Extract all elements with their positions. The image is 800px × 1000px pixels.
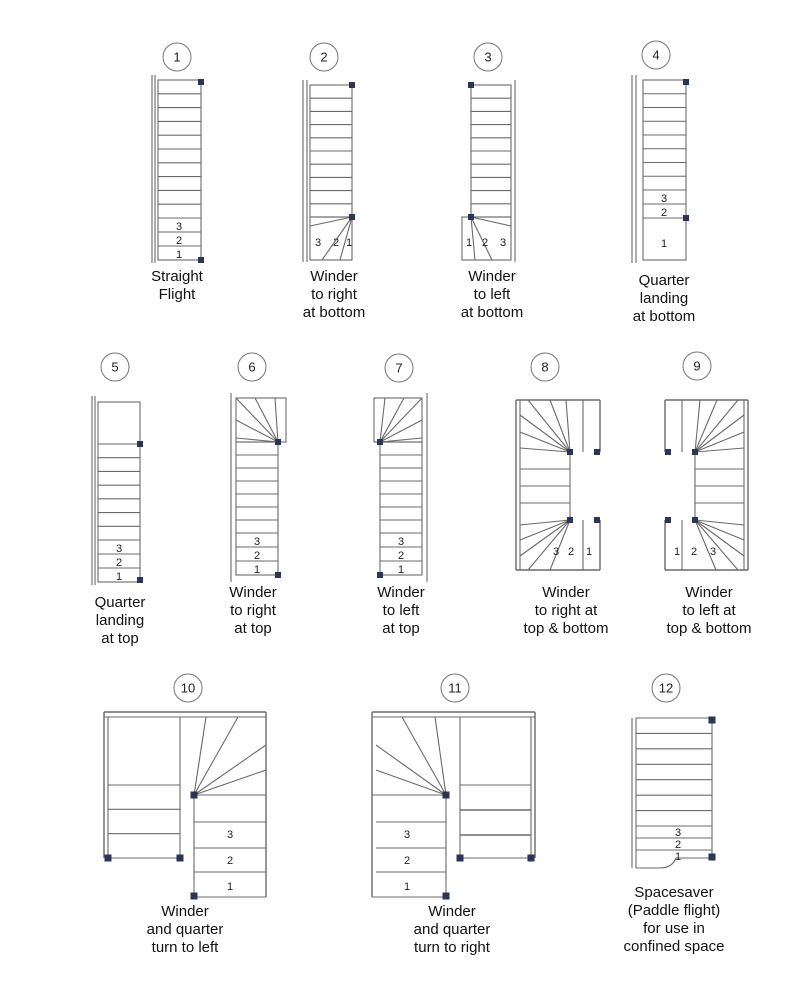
caption-line: turn to right [414,939,490,956]
diagram-caption [151,268,203,304]
newel-post [137,577,143,583]
caption-line: (Paddle flight) [627,902,721,919]
newel-post [443,792,450,799]
diagram-caption [229,584,277,638]
step-number-label: 1 [115,571,123,583]
newel-post [709,854,716,861]
diagram-number: 9 [693,358,701,374]
step-number-label: 3 [674,827,682,839]
step-number-label: 3 [709,546,717,558]
diagram-caption [523,584,608,638]
step-number-label: 3 [175,221,183,233]
diagram-caption [666,584,751,638]
step-number-label: 1 [674,851,682,863]
step-number-label: 3 [552,546,560,558]
diagram-caption [95,594,146,648]
stair-diagram-9 [665,352,748,570]
tread-line [310,217,352,226]
tread-line [471,217,511,226]
stair-diagram-10 [104,674,266,900]
caption-line: for use in [643,920,705,937]
step-number-label: 1 [673,546,681,558]
newel-post [567,449,573,455]
diagram-number: 2 [320,49,328,65]
caption-line: Winder [428,903,476,920]
newel-post [692,449,698,455]
caption-line: Winder [468,268,516,285]
caption-line: at top [382,620,420,637]
step-number-label: 1 [403,881,411,893]
newel-post [692,517,698,523]
caption-line: Winder [542,584,590,601]
caption-line: Quarter [638,272,690,289]
diagram-number: 1 [173,49,181,65]
newel-post [275,572,281,578]
tread-line [380,398,385,442]
caption-line: to left [473,286,511,303]
step-number-label: 1 [226,881,234,893]
step-number-label: 3 [397,536,405,548]
caption-line: Winder [310,268,358,285]
diagram-caption [414,903,491,957]
step-number-label: 2 [674,839,682,851]
step-number-label: 2 [481,237,489,249]
newel-post [567,517,573,523]
diagram-caption [633,272,696,326]
paddle-tread-outline [660,858,712,868]
stair-diagram-7 [374,354,427,582]
diagram-number: 10 [180,680,196,696]
diagram-caption [147,903,224,957]
step-number-label: 3 [403,829,411,841]
tread-line [528,520,570,570]
stair-outline [158,80,201,260]
caption-line: landing [639,290,689,307]
caption-line: Spacesaver [634,884,714,901]
tread-line [194,745,266,795]
newel-post [468,82,474,88]
caption-line: Winder [377,584,425,601]
tread-line [435,717,446,795]
tread-line [236,398,278,442]
diagram-caption [377,584,425,638]
step-number-label: 2 [253,550,261,562]
stair-diagram-1 [152,43,204,263]
newel-post [198,257,204,263]
step-number-label: 2 [690,546,698,558]
newel-post [191,893,198,900]
stair-diagram-3 [462,43,515,262]
newel-post [443,893,450,900]
step-number-label: 1 [175,249,183,261]
newel-post [709,717,716,724]
caption-line: Winder [229,584,277,601]
diagram-number: 7 [395,360,403,376]
diagram-number: 8 [541,359,549,375]
newel-post [457,855,464,862]
caption-line: Straight [151,268,203,285]
diagram-number: 4 [652,47,660,63]
tread-line [194,717,238,795]
step-number-label: 3 [499,237,507,249]
caption-line: confined space [623,938,725,955]
stair-diagram-6 [231,353,286,582]
tread-line [402,717,446,795]
newel-post [275,439,281,445]
caption-line: to left at [682,602,736,619]
newel-post [528,855,535,862]
step-number-label: 2 [115,557,123,569]
diagram-caption [461,268,524,322]
diagram-number: 3 [484,49,492,65]
newel-post [665,449,671,455]
step-number-label: 3 [253,536,261,548]
newel-post [198,79,204,85]
stair-outline [98,402,140,582]
stair-diagram-8 [516,353,600,570]
tread-line [695,400,700,452]
step-number-label: 3 [314,237,322,249]
step-number-label: 2 [397,550,405,562]
newel-post [191,792,198,799]
tread-line [376,745,446,795]
caption-line: to right at [534,602,598,619]
diagram-caption [624,884,725,956]
newel-post [105,855,112,862]
caption-line: to right [311,286,357,303]
step-number-label: 2 [175,235,183,247]
caption-line: top & bottom [666,620,752,637]
tread-line [275,398,278,442]
step-number-label: 3 [115,543,123,555]
stair-outline [236,398,286,442]
newel-post [137,441,143,447]
tread-line [194,770,266,795]
step-number-label: 1 [345,237,353,249]
newel-post [177,855,184,862]
newel-post [377,439,383,445]
caption-line: Quarter [94,594,146,611]
newel-post [468,214,474,220]
step-number-label: 1 [660,238,668,250]
caption-line: landing [95,612,145,629]
caption-line: Winder [161,903,209,920]
newel-post [594,517,600,523]
newel-post [683,215,689,221]
step-number-label: 2 [332,237,340,249]
stair-diagram-11 [372,674,535,900]
newel-post [377,572,383,578]
step-number-label: 1 [465,237,473,249]
step-number-label: 2 [660,207,668,219]
caption-line: to right [230,602,276,619]
step-number-label: 2 [567,546,575,558]
tread-line [695,400,738,452]
caption-line: Flight [158,286,196,303]
tread-line [695,520,738,570]
diagram-number: 6 [248,359,256,375]
caption-line: at top [101,630,139,647]
step-number-label: 1 [397,564,405,576]
stair-diagram-12 [632,674,716,868]
diagram-number: 5 [111,359,119,375]
step-number-label: 1 [253,564,261,576]
stair-diagram-4 [632,41,689,263]
tread-line [376,770,446,795]
caption-line: at bottom [632,308,696,325]
caption-line: turn to left [151,939,219,956]
step-number-label: 2 [403,855,411,867]
newel-post [349,214,355,220]
caption-line: Winder [685,584,733,601]
caption-line: to left [382,602,420,619]
step-number-label: 2 [226,855,234,867]
newel-post [683,79,689,85]
caption-line: and quarter [413,921,491,938]
caption-line: at top [234,620,272,637]
diagram-number: 12 [658,680,674,696]
caption-line: at bottom [460,304,524,321]
stair-diagram-2 [303,43,355,262]
caption-line: and quarter [146,921,224,938]
newel-post [349,82,355,88]
step-number-label: 1 [585,546,593,558]
diagram-caption [303,268,366,322]
newel-post [665,517,671,523]
step-number-label: 3 [660,193,668,205]
caption-line: at bottom [302,304,366,321]
caption-line: top & bottom [523,620,609,637]
newel-post [594,449,600,455]
diagram-number: 11 [448,680,462,696]
stair-diagram-5 [92,353,143,585]
step-number-label: 3 [226,829,234,841]
